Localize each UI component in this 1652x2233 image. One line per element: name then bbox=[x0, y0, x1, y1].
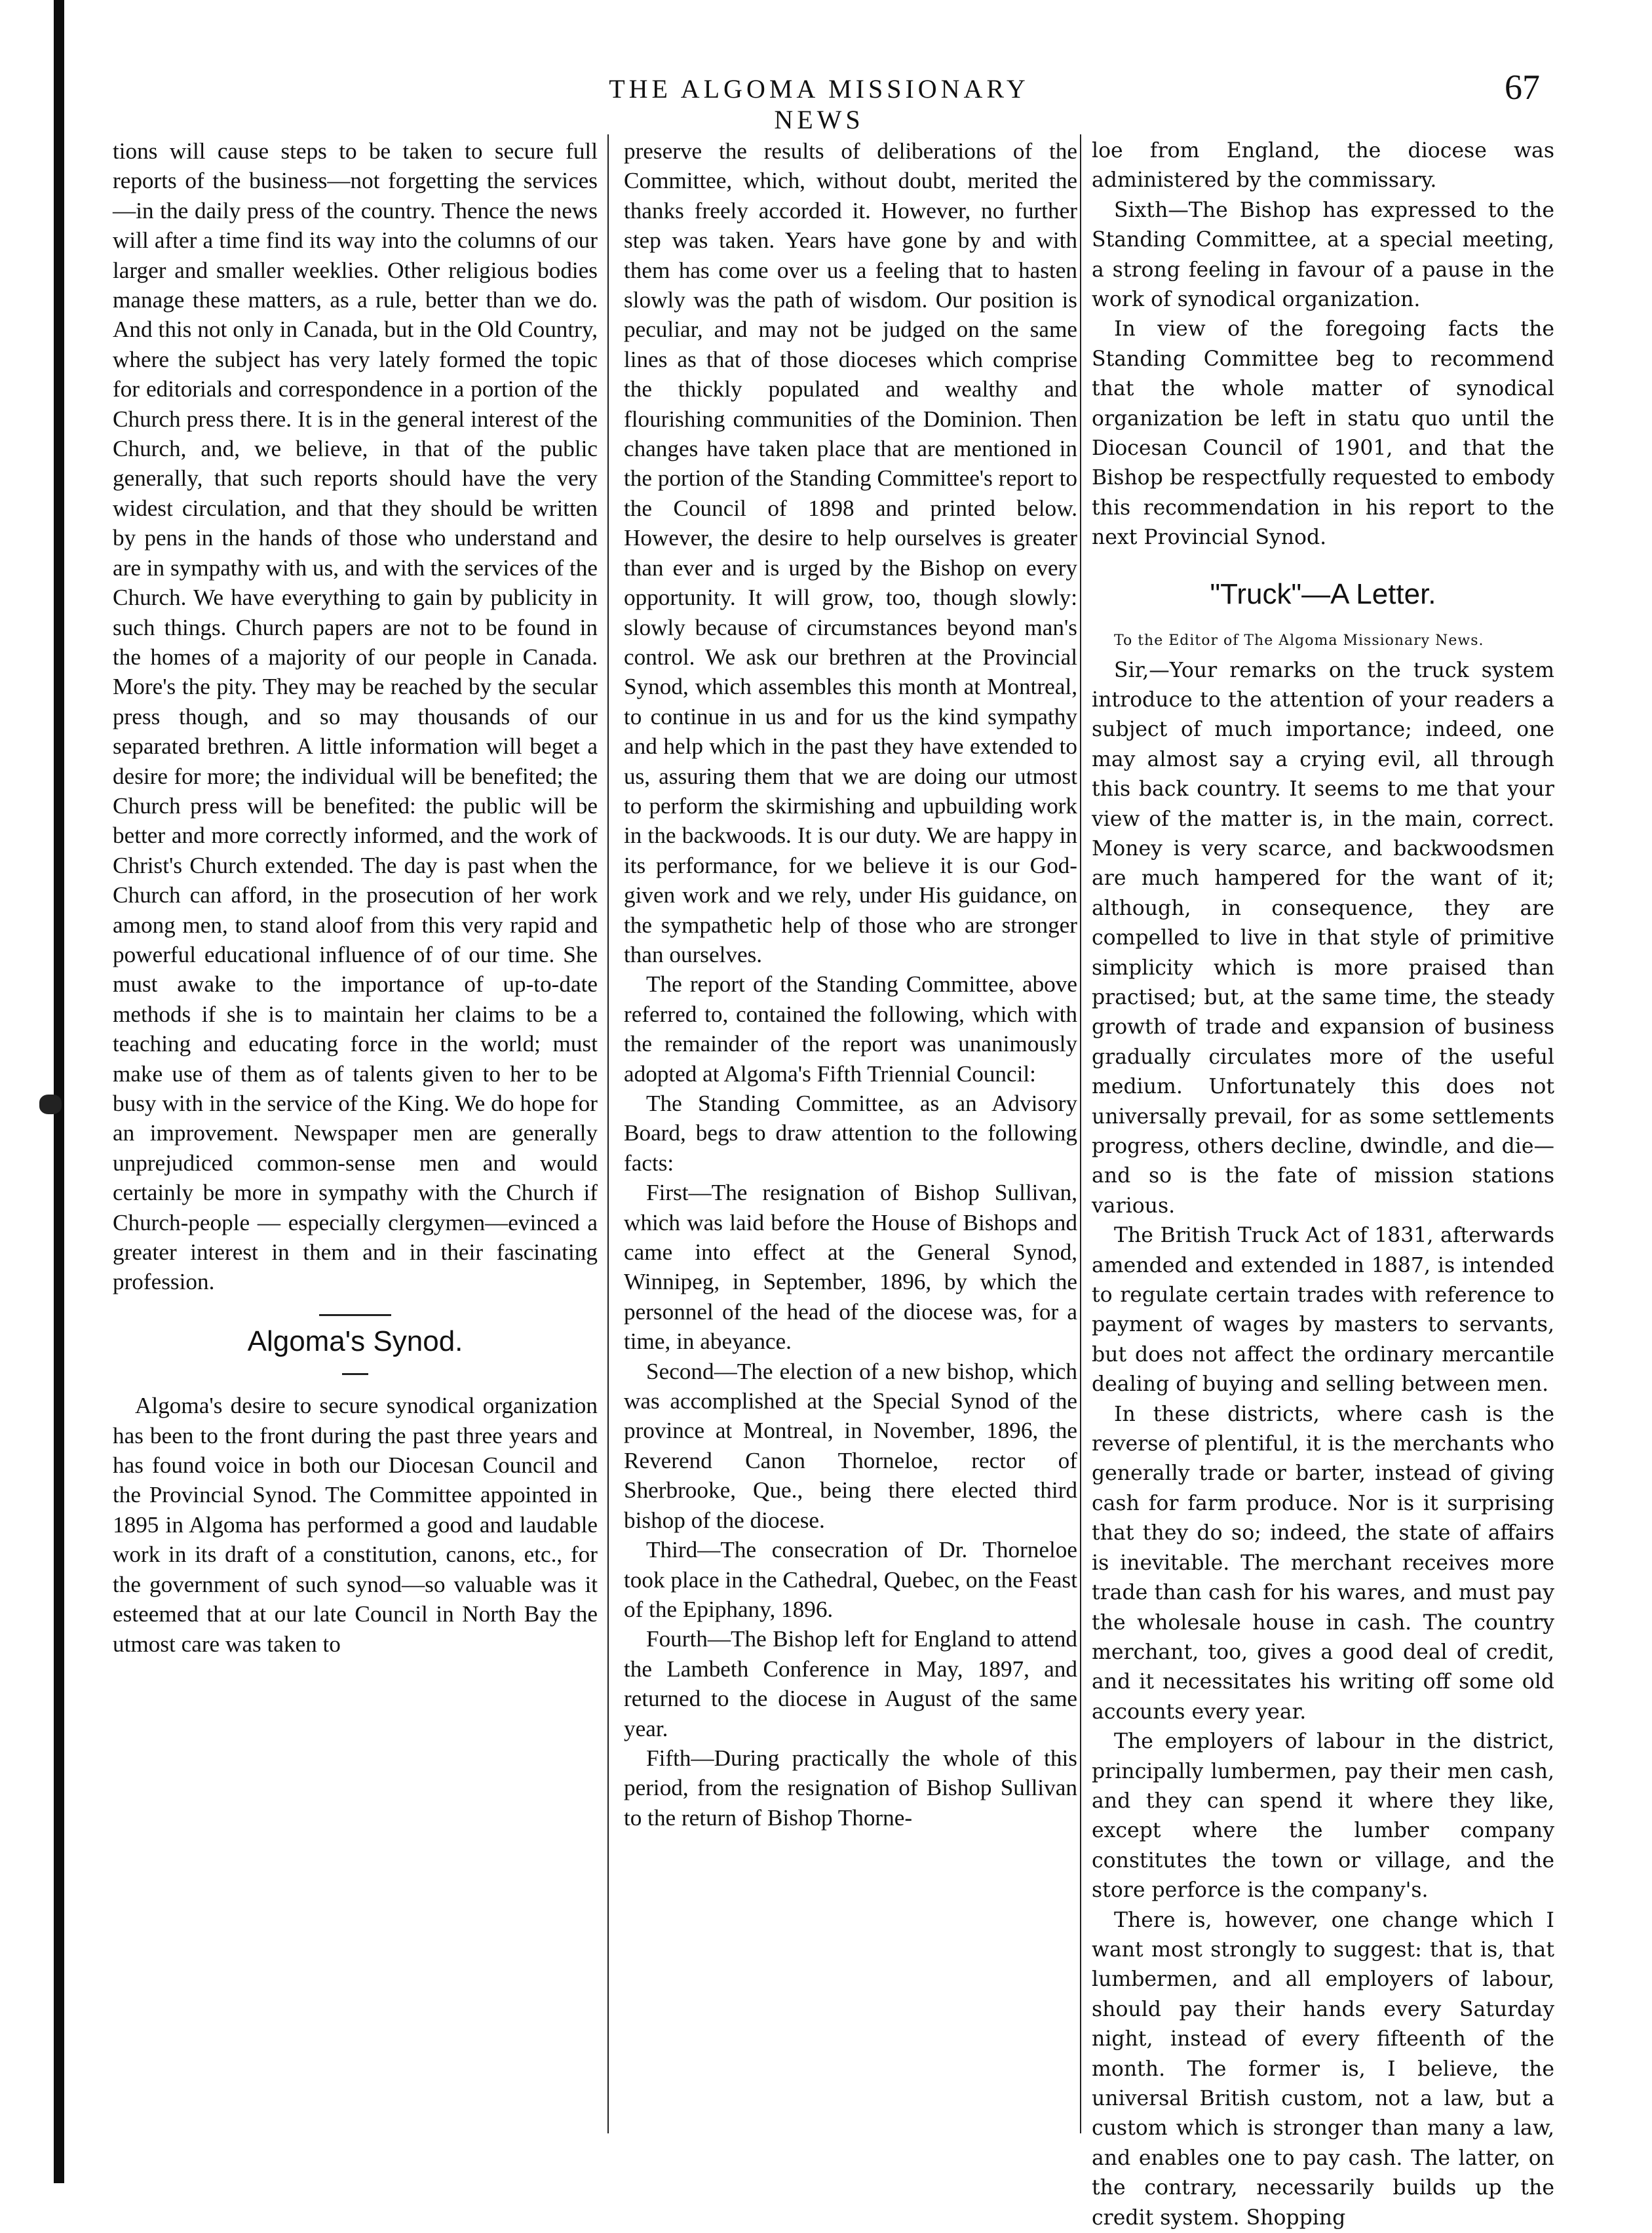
page-number: 67 bbox=[1505, 68, 1540, 107]
column-rule-2 bbox=[1080, 134, 1081, 2133]
binding-stain bbox=[39, 1095, 62, 1114]
paragraph: The report of the Standing Committee, above referred to, contained the following, which with the remainder of the report was unanimously adopted at Algoma's Fifth Triennial Council: bbox=[624, 971, 1077, 1087]
page-binding-edge bbox=[54, 0, 64, 2183]
paragraph: loe from England, the diocese was administered by the commissary. bbox=[1092, 139, 1554, 193]
paragraph: Algoma's desire to secure synodical organization has been to the front during the past three years and has found voice in both our Diocesan Council and the Provincial Synod. The Committee appointed in 1895 in Algoma has performed a good and laudable work in its draft of a constitution, canons, etc., for the government of such synod—so valuable was it esteemed that at our late Council in North Bay the utmost care was taken to bbox=[113, 1393, 598, 1657]
paragraph: Sir,—Your remarks on the truck system introduce to the attention of your readers a subject of much importance; indeed, one may almost say a crying evil, all through this back country. It seems to me that your view of the matter is, in the main, correct. Money is very scarce, and backwoodsmen are much hampered for the want of it; although, in consequence, they are compelled to live in that style of primitive simplicity which is more praised than practised; but, at the same time, the steady growth of trade and expansion of business gradually circulates more of the useful medium. Unfortunately this does not universally prevail, for as some settlements progress, others decline, dwindle, and die—and so is the fate of mission stations various. bbox=[1092, 658, 1554, 1218]
section-divider bbox=[319, 1314, 391, 1316]
paragraph: Fourth—The Bishop left for England to attend the Lambeth Conference in May, 1897, and returned to the diocese in August of the same year. bbox=[624, 1626, 1077, 1741]
paragraph: tions will cause steps to be taken to secure full reports of the business—not forgetting the services—in the daily press of the country. Thence the news will after a time find its way into the columns of our larger and smaller weeklies. Other religious bodies manage these matters, as a rule, better than we do. And this not only in Canada, but in the Old Country, where the subject has very lately formed the topic for editorials and correspondence in a portion of the Church press there. It is in the general interest of the Church, and, we believe, in that of the public generally, that such reports should have the very widest circulation, and that they should be written by pens in the hands of those who understand and are in sympathy with us, and with the services of the Church. We have everything to gain by publicity in such things. Church papers are not to be found in the homes of a majority of our people in Canada. More's the pity. They may be reached by the secular press though, and so may thousands of our separated brethren. A little information will beget a desire for more; the individual will be benefited; the Church press will be benefited: the public will be better and more correctly informed, and the work of Christ's Church extended. The day is past when the Church can afford, in the prosecution of her work among men, to stand aloof from this very rapid and powerful educational influence of of our time. She must awake to the importance of up-to-date methods if she is to maintain her claims to be a teaching and educating force in the world; must make use of them as of talents given to her to be busy with in the service of the King. We do hope for an improvement. Newspaper men are generally unprejudiced common-sense men and would certainly be more in sympathy with the Church if Church-people — especially clergymen—evinced a greater interest in them and in their fascinating profession. bbox=[113, 138, 598, 1295]
paragraph: Third—The consecration of Dr. Thorneloe took place in the Cathedral, Quebec, on the Feast of the Epiphany, 1896. bbox=[624, 1537, 1077, 1622]
paragraph: The employers of labour in the district, principally lumbermen, pay their men cash, and they can spend it where they like, except where the lumber company constitutes the town or village, and the store perforce is the company's. bbox=[1092, 1730, 1554, 1903]
letter-salutation: To the Editor of The Algoma Missionary News. bbox=[1114, 632, 1484, 650]
section-heading-truck-letter: "Truck"—A Letter. bbox=[1210, 577, 1436, 610]
section-heading-algomas-synod: Algoma's Synod. bbox=[247, 1325, 463, 1357]
paragraph: In view of the foregoing facts the Standing Committee beg to recommend that the whole matter of synodical organization be left in statu quo until the Diocesan Council of 1901, and that the Bishop be respectfully requested to embody this recommendation in his report to the next Provincial Synod. bbox=[1092, 317, 1554, 550]
paragraph: In these districts, where cash is the reverse of plentiful, it is the merchants who generally trade or barter, instead of giving cash for farm produce. Nor is it surprising that they do so; indeed, the state of affairs is inevitable. The merchant receives more trade than cash for his wares, and must pay the wholesale house in cash. The country merchant, too, gives a good deal of credit, and it necessitates his writing off some old accounts every year. bbox=[1092, 1402, 1554, 1724]
paragraph: The British Truck Act of 1831, afterwards amended and extended in 1887, is intended to regulate certain trades with reference to payment of wages by masters to servants, but does not affect the ordinary mercantile dealing of buying and selling between men. bbox=[1092, 1224, 1554, 1397]
column-3 bbox=[1092, 136, 1554, 2230]
paragraph: Fifth—During practically the whole of this period, from the resignation of Bishop Sullivan to the return of Bishop Thorne- bbox=[624, 1745, 1077, 1831]
paragraph: Second—The election of a new bishop, which was accomplished at the Special Synod of the province at Montreal, in November, 1896, the Reverend Canon Thorneloe, rector of Sherbrooke, Que., being there elected third bishop of the diocese. bbox=[624, 1358, 1077, 1533]
running-head: THE ALGOMA MISSIONARY NEWS bbox=[609, 74, 1029, 134]
heading-underline bbox=[342, 1373, 368, 1375]
paragraph: preserve the results of deliberations of the Committee, which, without doubt, merited the thanks freely accorded it. However, no further step was taken. Years have gone by and with them has come over us a feeling that to hasten slowly was the path of wisdom. Our position is peculiar, and may not be judged on the same lines as that of those dioceses which comprise the thickly populated and wealthy and flourishing communities of the Dominion. Then changes have taken place that are mentioned in the portion of the Standing Committee's report to the Council of 1898 and printed below. However, the desire to help ourselves is greater than ever and is urged by the Bishop on every opportunity. It will grow, too, though slowly: slowly because of circumstances beyond man's control. We ask our brethren at the Provincial Synod, which assembles this month at Montreal, to continue in us and for us the kind sympathy and help which in the past they have extended to us, assuring them that we are doing our utmost to perform the skirmishing and upbuilding work in the backwoods. It is our duty. We are happy in its performance, for we believe it is our God-given work and we rely, under His guidance, on the sympathetic help of those who are stronger than ourselves. bbox=[624, 138, 1077, 967]
column-2 bbox=[624, 136, 1077, 2148]
paragraph: The Standing Committee, as an Advisory Board, begs to draw attention to the following facts: bbox=[624, 1091, 1077, 1176]
column-1 bbox=[113, 136, 598, 2148]
paragraph: First—The resignation of Bishop Sullivan, which was laid before the House of Bishops and came into effect at the General Synod, Winnipeg, in September, 1896, by which the personnel of the head of the diocese was, for a time, in abeyance. bbox=[624, 1180, 1077, 1355]
column-rule-1 bbox=[607, 134, 609, 2133]
paragraph: Sixth—The Bishop has expressed to the Standing Committee, at a special meeting, a strong feeling in favour of a pause in the work of synodical organization. bbox=[1092, 198, 1554, 312]
paragraph: There is, however, one change which I want most strongly to suggest: that is, that lumbermen, and all employers of labour, should pay their hands every Saturday night, instead of every fifteenth of the month. The former is, I believe, the universal British custom, not a law, but a custom which is stronger than many a law, and enables one to pay cash. The latter, on the contrary, necessarily builds up the credit system. Shopping bbox=[1092, 1908, 1554, 2230]
